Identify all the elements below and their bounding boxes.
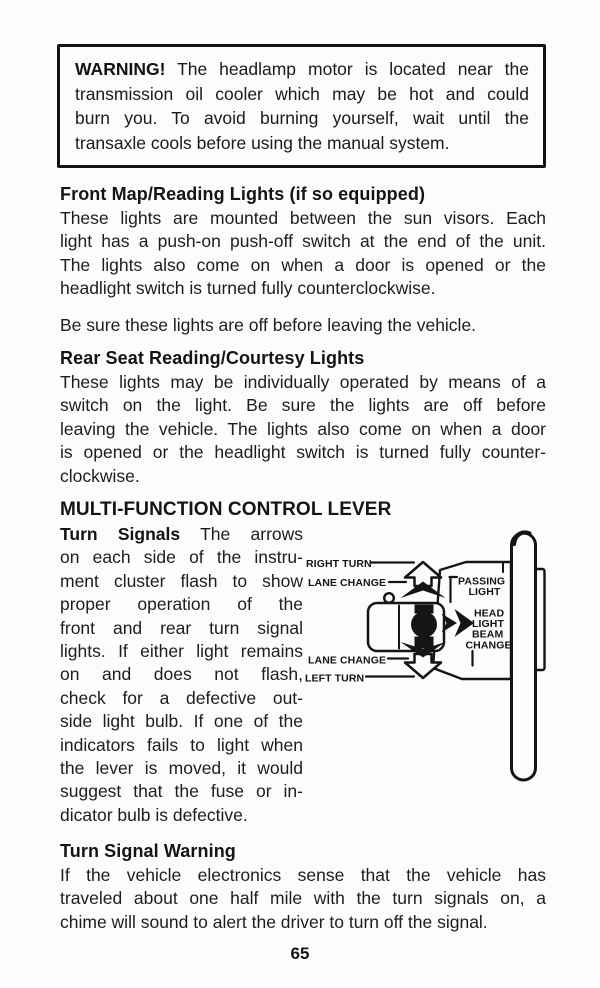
text-line: chime will sound to alert the driver to turn off the signal. — [60, 911, 488, 932]
label-right-turn: RIGHT TURN — [306, 558, 372, 570]
text-line: traveled about one half mile with the turn signals on, a — [60, 888, 546, 909]
label-beam-change: BEAM — [472, 628, 504, 641]
text-line: burn you. To avoid burning yourself, wait until the — [75, 108, 529, 129]
turn-signals-paragraph — [60, 523, 303, 827]
label-beam-change: HEAD — [474, 607, 505, 620]
text-line: on and does not flash, — [60, 664, 303, 685]
text-line: suggest that the fuse or in- — [60, 781, 303, 802]
text-line: check for a defective out- — [60, 687, 303, 708]
text-line: side light bulb. If one of the — [60, 711, 303, 732]
front-map-paragraph — [60, 207, 546, 301]
text-line: front and rear turn signal — [60, 617, 303, 638]
section-heading-rear-seat: Rear Seat Reading/Courtesy Lights — [60, 348, 365, 368]
text-line: leaving the vehicle. The lights also come on when a door — [60, 418, 546, 439]
warning-box — [57, 44, 546, 168]
text-line: The lights also come on when a door is opened or the — [60, 254, 546, 275]
text-line: WARNING! The headlamp motor is located near the — [75, 59, 530, 79]
text-line: on each side of the instru- — [60, 547, 303, 568]
text-line: indicators fails to light when — [60, 734, 303, 755]
label-beam-change: LIGHT — [472, 618, 504, 630]
turn-signal-lever-figure — [302, 528, 547, 790]
label-beam-change: CHANGE — [465, 639, 512, 652]
text-line: transmission oil cooler which may be hot and could — [75, 83, 529, 104]
text-line: These lights are mounted between the sun visors. Each — [60, 208, 546, 228]
label-lane-change-bottom: LANE CHANGE — [308, 654, 387, 667]
turn-signal-warning-paragraph — [60, 864, 546, 934]
label-passing-light: PASSING — [458, 575, 506, 588]
steering-column — [512, 533, 536, 780]
section-heading-front-map: Front Map/Reading Lights (if so equipped) — [60, 184, 426, 204]
text-line: transaxle cools before using the manual system. — [75, 132, 450, 153]
page-number: 65 — [290, 944, 310, 963]
text-line: Turn Signals The arrows — [60, 524, 304, 544]
text-line: If the vehicle electronics sense that the vehicle has — [60, 865, 546, 885]
text-line: is opened or the headlight switch is turned fully counter- — [60, 442, 546, 463]
text-line: dicator bulb is defective. — [60, 804, 248, 825]
section-heading-turn-signal-warning: Turn Signal Warning — [60, 841, 236, 861]
text-line: ment cluster flash to show — [60, 570, 303, 591]
text-line: Be sure these lights are off before leaving the vehicle. — [60, 315, 477, 335]
text-line: lights. If either light remains — [60, 641, 303, 662]
text-line: proper operation of the — [60, 594, 303, 615]
text-line: light has a push-on push-off switch at the end of the unit. — [60, 231, 546, 252]
rear-seat-paragraph — [60, 371, 546, 488]
lever-head-button — [384, 593, 394, 603]
section-heading-multi-function: MULTI-FUNCTION CONTROL LEVER — [60, 499, 392, 520]
label-lane-change-top: LANE CHANGE — [308, 577, 387, 589]
warning-title: WARNING! — [75, 59, 166, 79]
text-line: switch on the light. Be sure the lights are off before — [60, 395, 546, 416]
text-line: clockwise. — [60, 465, 140, 486]
lever-knob — [411, 612, 437, 638]
turn-signals-lead: Turn Signals — [60, 524, 181, 544]
be-sure-note — [60, 314, 546, 337]
text-line: These lights may be individually operated by means of a — [60, 372, 546, 392]
label-left-turn: LEFT TURN — [305, 672, 365, 685]
label-passing-light: LIGHT — [468, 586, 501, 598]
text-line: headlight switch is turned fully counterclockwise. — [60, 278, 436, 299]
text-line: the lever is moved, it would — [60, 758, 303, 779]
